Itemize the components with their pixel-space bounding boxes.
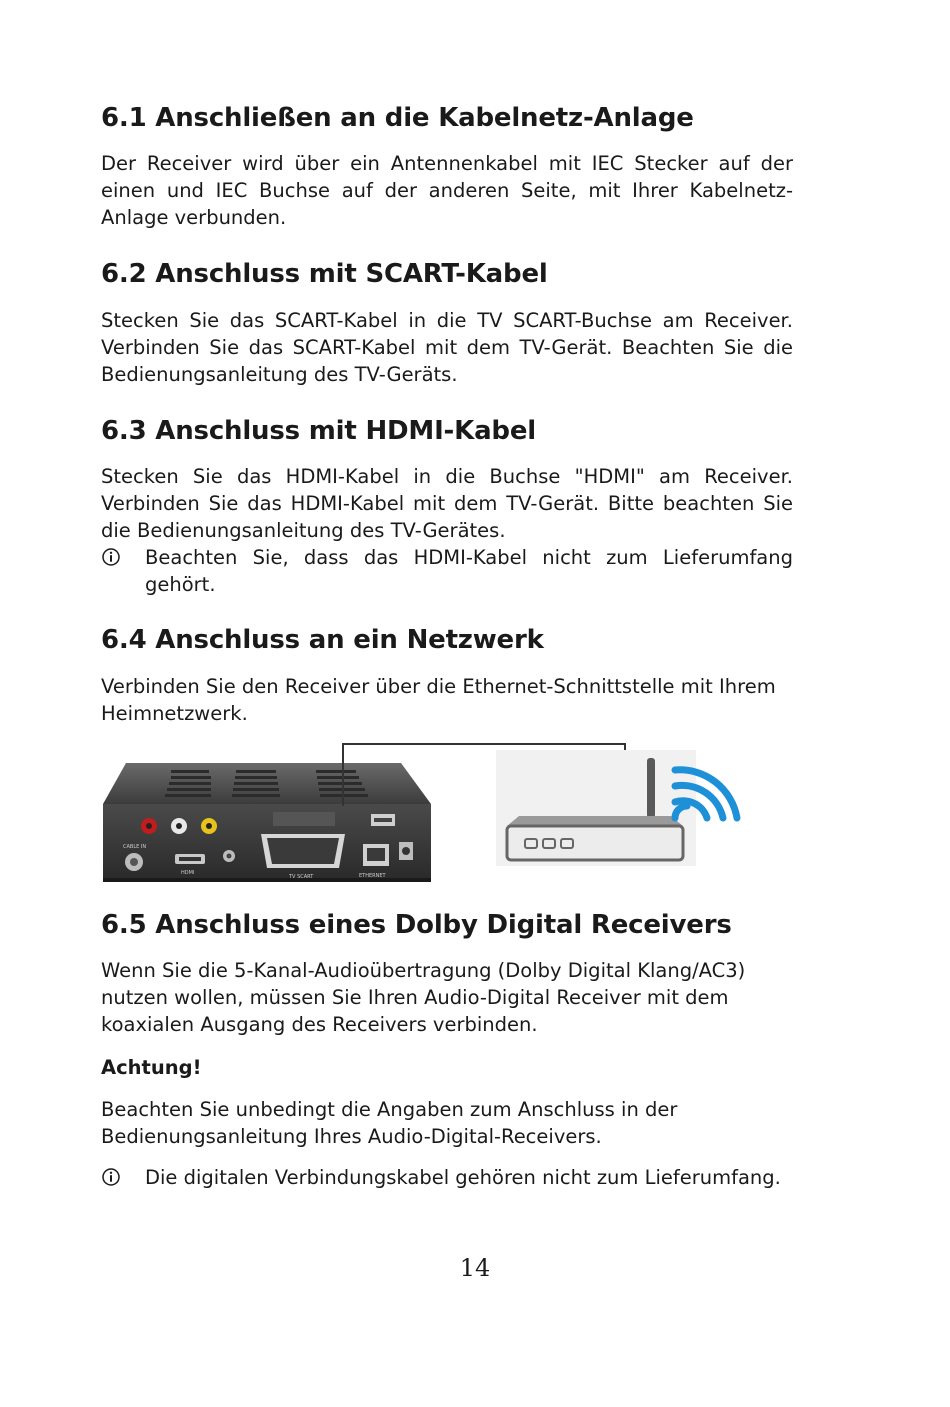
section-heading-6-2: 6.2 Anschluss mit SCART-Kabel xyxy=(101,259,548,289)
section-body-6-2: Stecken Sie das SCART-Kabel in die TV SCART-Buchse am Receiver. Verbinden Sie das SCART-Kabel mit dem TV-Gerät. Beachten Sie die Bedienungsanleitung des TV-Geräts. xyxy=(101,309,793,386)
section-body-6-1: Der Receiver wird über ein Antennenkabel mit IEC Stecker auf der einen und IEC Buchse auf der anderen Seite, mit Ihrer Kabelnetz-Anlage verbunden. xyxy=(101,152,793,229)
info-note-text: Die digitalen Verbindungskabel gehören nicht zum Lieferumfang. xyxy=(145,1166,781,1189)
section-body-6-4: Verbinden Sie den Receiver über die Ethernet-Schnittstelle mit Ihrem Heimnetzwerk. xyxy=(101,675,776,725)
page-number: 14 xyxy=(459,1254,491,1282)
info-icon xyxy=(101,547,121,567)
section-heading-6-1: 6.1 Anschließen an die Kabelnetz-Anlage xyxy=(101,103,694,133)
receiver-device xyxy=(103,763,431,882)
port-label-ethernet: ETHERNET xyxy=(359,873,386,879)
section-heading-6-5: 6.5 Anschluss eines Dolby Digital Receivers xyxy=(101,910,732,940)
port-label-tv-scart: TV SCART xyxy=(289,874,314,880)
port-label-hdmi: HDMI xyxy=(181,870,195,876)
info-note-text: Beachten Sie, dass das HDMI-Kabel nicht zum Lieferumfang gehört. xyxy=(145,546,793,596)
section-body-6-3: Stecken Sie das HDMI-Kabel in die Buchse "HDMI" am Receiver. Verbinden Sie das HDMI-Kabel mit dem TV-Gerät. Bitte beachten Sie die Bedienungsanleitung des TV-Gerätes. xyxy=(101,465,793,542)
section-heading-6-3: 6.3 Anschluss mit HDMI-Kabel xyxy=(101,416,536,446)
warning-body: Beachten Sie unbedingt die Angaben zum Anschluss in der Bedienungsanleitung Ihres Audio-Digital-Receivers. xyxy=(101,1098,678,1148)
warning-title: Achtung! xyxy=(101,1056,202,1079)
section-heading-6-4: 6.4 Anschluss an ein Netzwerk xyxy=(101,625,544,655)
network-connection-figure xyxy=(101,738,751,886)
port-label-cable-in: CABLE IN xyxy=(123,844,147,850)
info-icon xyxy=(101,1167,121,1187)
section-body-6-5: Wenn Sie die 5-Kanal-Audioübertragung (Dolby Digital Klang/AC3) nutzen wollen, müssen Sie Ihren Audio-Digital Receiver mit dem koaxialen Ausgang des Receivers verbinden. xyxy=(101,959,746,1036)
